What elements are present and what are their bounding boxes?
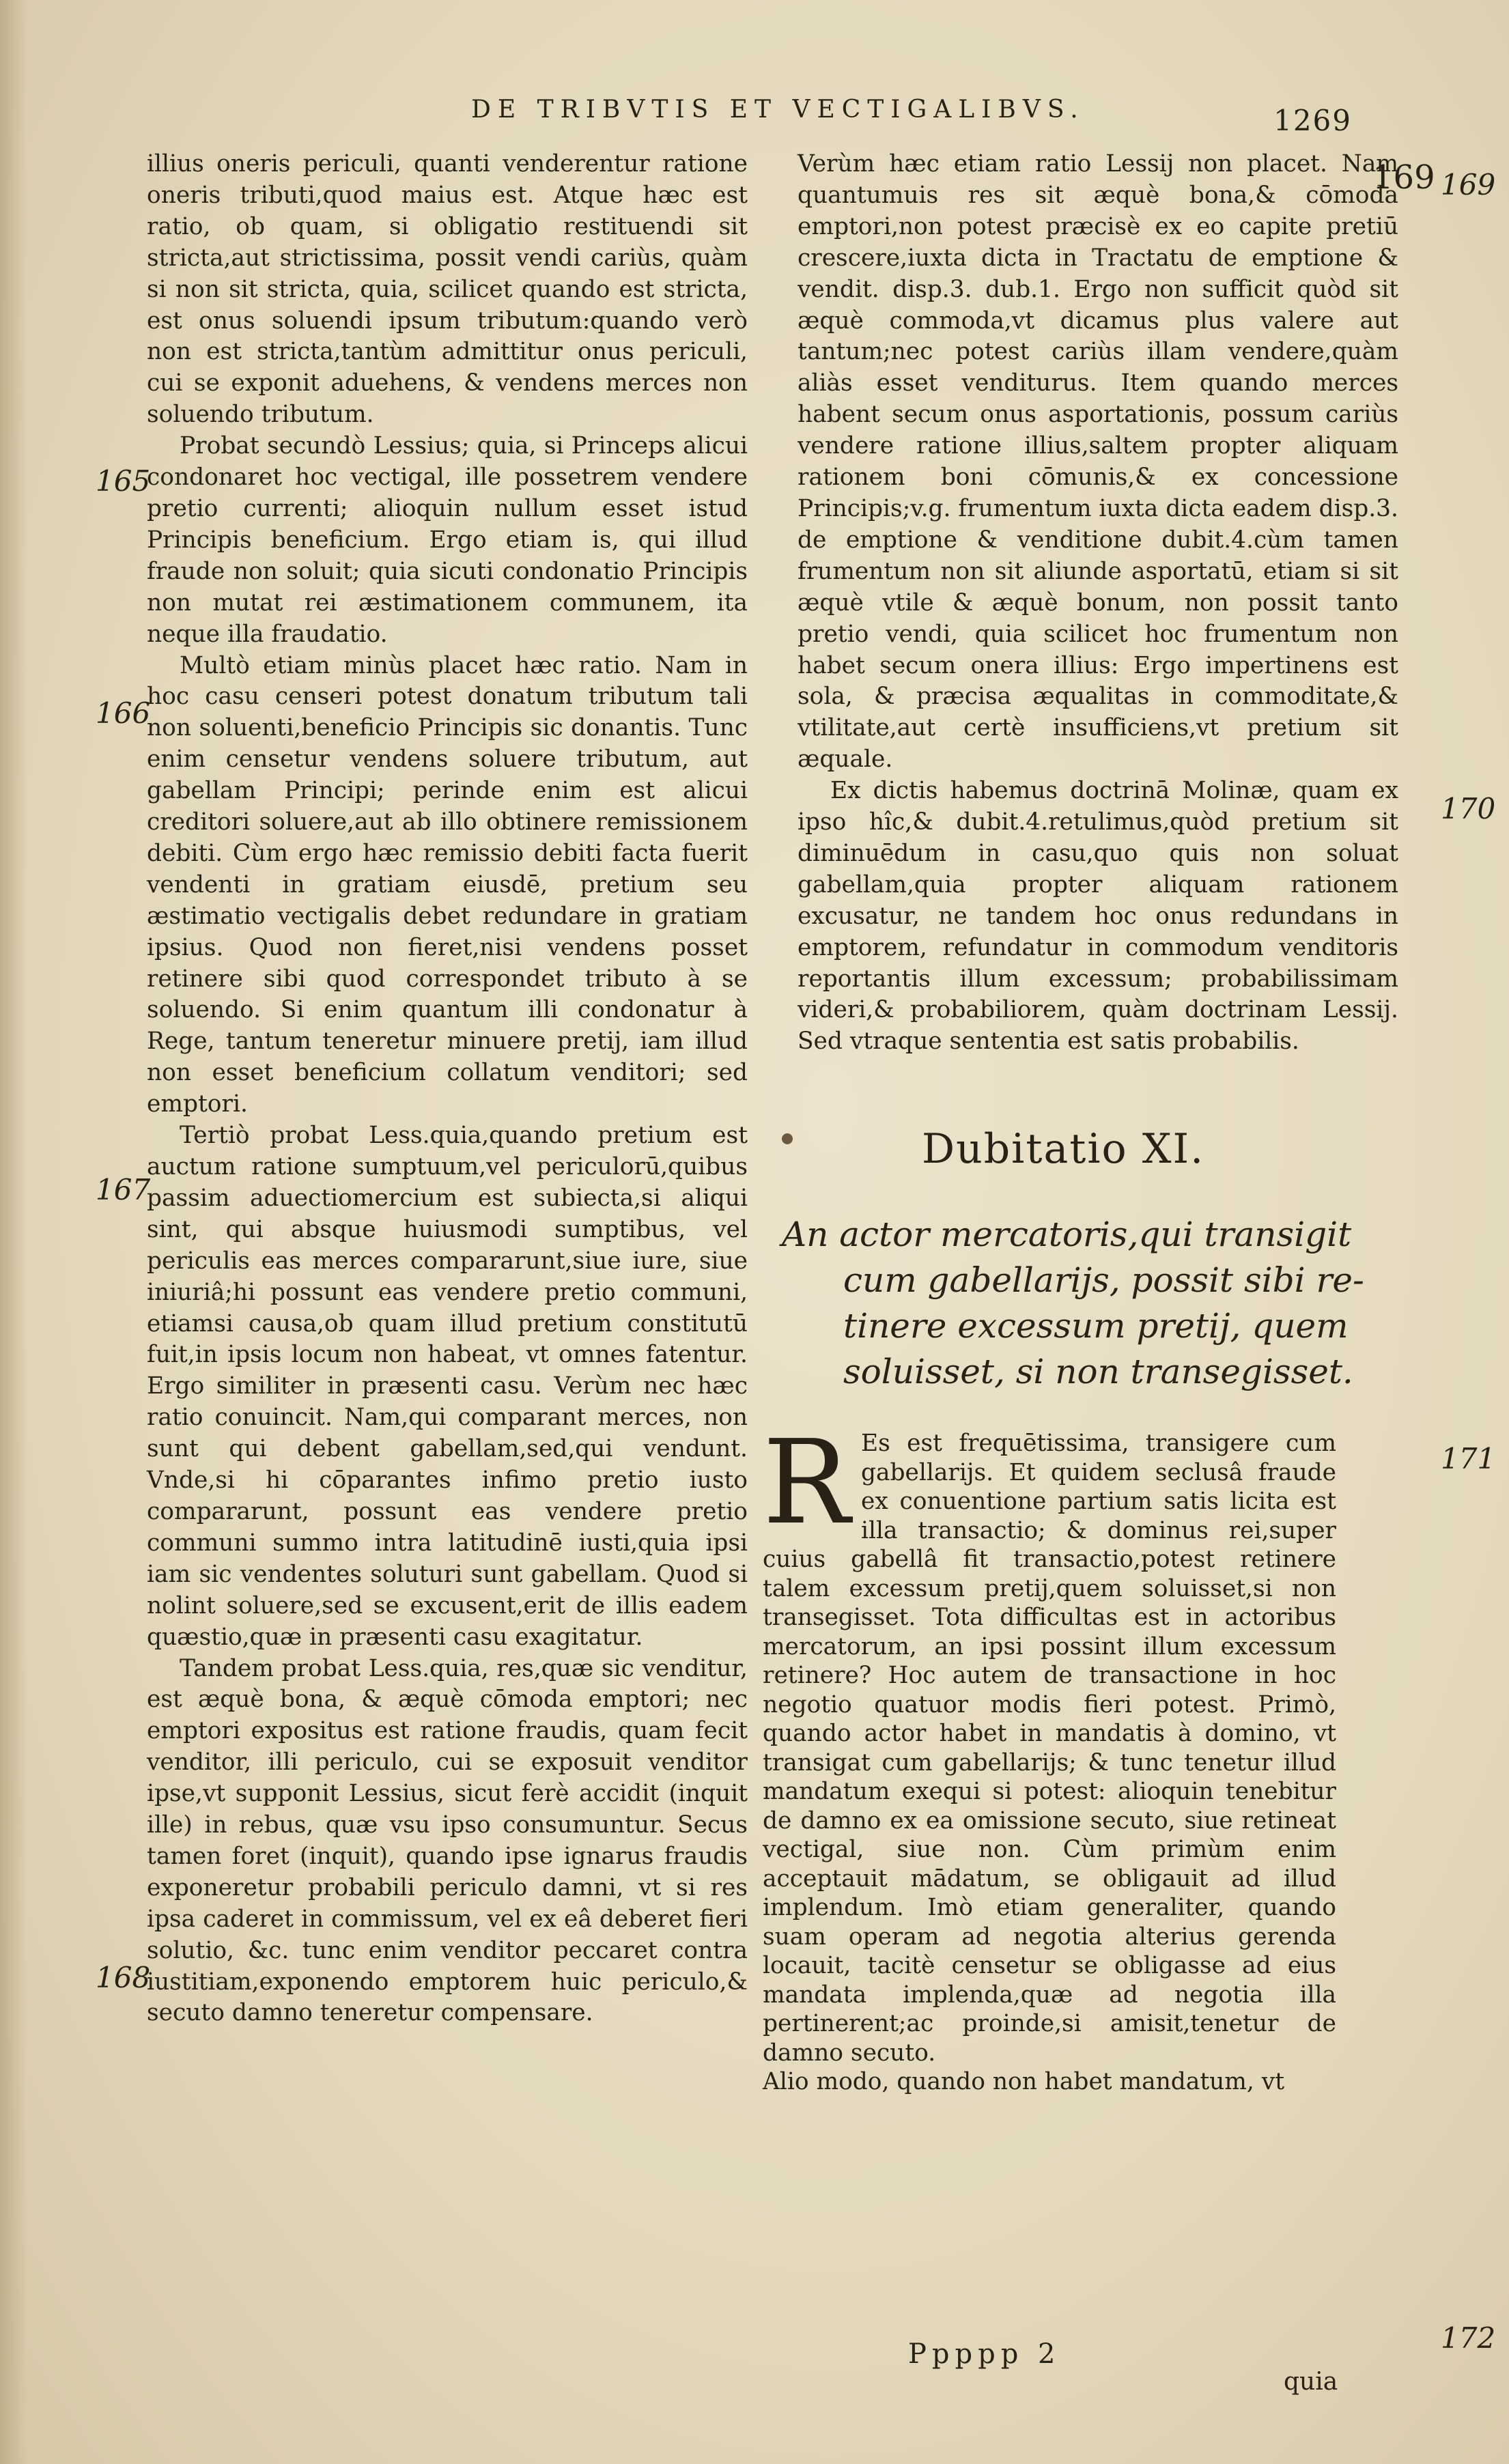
margin-number: 168 — [96, 1961, 151, 1994]
question-line: tinere excessum pretij, quem — [843, 1306, 1349, 1346]
dubitatio-title: Dubitatio XI. — [922, 1125, 1205, 1173]
right-column — [798, 149, 1398, 1058]
margin-number: 170 — [1441, 792, 1496, 825]
paragraph: Probat secundò Lessius; quia, si Princeps alicui condonaret hoc vectigal, ille possetrem vendere pretio currenti; alioquin nullum esset istud Principis beneficium. Ergo etiam is, qui illud fraude non soluit; quia sicuti condonatio Principis non mutat rei æstimationem communem, ita neque illa fraudatio. — [147, 432, 748, 648]
question-line: soluisset, si non transegisset. — [843, 1352, 1353, 1391]
folio-number: 1269 — [1273, 104, 1352, 137]
margin-number: 165 — [96, 464, 151, 498]
catchword: quia — [1284, 2368, 1338, 2396]
answer-text — [763, 1415, 1336, 2097]
answer-body: Es est frequētissima, transigere cum gabellarijs. Et quidem seclusâ fraude ex conuentione partium satis licita est illa transactio; & dominus rei,super cuius gabellâ fit transactio,potest retinere talem excessum pretij,quem soluisset,si non transegisset. Tota difficultas est in actoribus mercatorum, an ipsi possint illum excessum retinere? Hoc autem de transactione in hoc negotio quatuor modis fieri potest. Primò, quando actor habet in mandatis à domino, vt transigat cum gabellarijs; & tunc tenetur illud mandatum exequi si potest: alioquin tenebitur de damno ex ea omissione secuto, siue retineat vectigal, siue non. Cùm primùm enim acceptauit mādatum, se obligauit ad illud implendum. Imò etiam generaliter, quando suam operam ad negotia alterius gerenda locauit, tacitè censetur se obligasse ad eius mandata implenda,quæ ad negotia illa pertinerent;ac proinde,si amisit,tenetur de damno secuto. — [763, 1430, 1336, 2067]
answer-last-line: Alio modo, quando non habet mandatum, vt — [763, 2068, 1285, 2095]
paragraph: illius oneris periculi, quanti venderentur ratione oneris tributi,quod maius est. Atque hæc est ratio, ob quam, si obligatio restituendi sit stricta,aut strictissima, possit vendi cariùs, quàm si non sit stricta, quia, scilicet quando est stricta, est onus soluendi ipsum tributum:quando verò non est stricta,tantùm admittitur onus periculi, cui se exponit aduehens, & vendens merces non soluendo tributum. — [147, 150, 748, 429]
question-line: cum gabellarijs, possit sibi re- — [843, 1260, 1364, 1300]
margin-number: 166 — [96, 696, 151, 730]
margin-number: 171 — [1441, 1442, 1496, 1475]
margin-number: 172 — [1441, 2321, 1496, 2355]
left-column — [147, 149, 748, 2029]
margin-folio: 169 — [1372, 158, 1435, 197]
margin-number: 167 — [96, 1173, 151, 1206]
paragraph: Verùm hæc etiam ratio Lessij non placet. Nam quantumuis res sit æquè bona,& cōmoda emptori,non potest præcisè ex eo capite pretiū crescere,iuxta dicta in Tractatu de emptione & vendit. disp.3. dub.1. Ergo non sufficit quòd sit æquè commoda,vt dicamus plus valere aut tantum;nec potest cariùs illam vendere,quàm aliàs esset venditurus. Item quando merces habent secum onus asportationis, possum cariùs vendere ratione illius,saltem propter aliquam rationem boni cōmunis,& ex concessione Principis;v.g. frumentum iuxta dicta eadem disp.3. de emptione & venditione dubit.4.cùm tamen frumentum non sit aliunde asportatū, etiam si sit æquè vtile & æquè bonum, non possit tanto pretio vendi, quia scilicet hoc frumentum non habet secum onera illius: Ergo impertinens est sola, & præcisa æqualitas in commoditate,& vtilitate,aut certè insufficiens,vt pretium sit æquale. — [798, 150, 1398, 774]
running-title: DE TRIBVTIS ET VECTIGALIBVS. — [471, 96, 1085, 124]
question-heading — [782, 1212, 1396, 1395]
paragraph: Tertiò probat Less.quia,quando pretium est auctum ratione sumptuum,vel periculorū,quibus passim aduectiomercium est subiecta,si aliqui sint, qui absque huiusmodi sumptibus, vel periculis eas merces compararunt,siue iure, siue iniuriâ;hi possunt eas vendere pretio communi, etiamsi causa,ob quam illud pretium constitutū fuit,in ipsis locum non habeat, vt omnes fatentur. Ergo similiter in præsenti casu. Verùm nec hæc ratio conuincit. Nam,qui comparant merces, non sunt qui debent gabellam,sed,qui vendunt. Vnde,si hi cōparantes infimo pretio iusto compararunt, possunt eas vendere pretio communi summo intra latitudinē iusti,quia ipsi iam sic vendentes soluturi sunt gabellam. Quod si nolint soluere,sed se excusent,erit de illis eadem quæstio,quæ in præsenti casu exagitatur. — [147, 1122, 748, 1651]
margin-number: 169 — [1441, 168, 1496, 201]
signature-mark: Ppppp 2 — [908, 2338, 1061, 2370]
running-header — [471, 96, 1393, 137]
paragraph: Ex dictis habemus doctrinā Molinæ, quam ex ipso hîc,& dubit.4.retulimus,quòd pretium sit diminuēdum in casu,quo quis non soluat gabellam,quia propter aliquam rationem excusatur, ne tandem hoc onus redundans in emptorem, refundatur in commodum venditoris reportantis illum excessum; probabilissimam videri,& probabiliorem, quàm doctrinam Lessij. Sed vtraque sententia est satis probabilis. — [798, 777, 1398, 1056]
question-line: An actor mercatoris,qui transigit — [782, 1215, 1352, 1254]
paragraph: Tandem probat Less.quia, res,quæ sic venditur, est æquè bona, & æquè cōmoda emptori; nec emptori expositus est ratione fraudis, quam fecit venditor, illi periculo, cui se exposuit venditor ipse,vt supponit Lessius, sicut ferè accidit (inquit ille) in rebus, quæ vsu ipso consumuntur. Secus tamen foret (inquit), quando ipse ignarus fraudis exponeretur probabili periculo damni, vt si res ipsa caderet in commissum, vel ex eâ deberet fieri solutio, &c. tunc enim venditor peccaret contra iustitiam,exponendo emptorem huic periculo,& secuto damno teneretur compensare. — [147, 1654, 748, 2027]
ornament-dot — [782, 1133, 793, 1144]
drop-cap: R — [763, 1415, 850, 1550]
paragraph: Multò etiam minùs placet hæc ratio. Nam in hoc casu censeri potest donatum tributum tali non soluenti,beneficio Principis sic donantis. Tunc enim censetur vendens soluere tributum, aut gabellam Principi; perinde enim est alicui creditori soluere,aut ab illo obtinere remissionem debiti. Cùm ergo hæc remissio debiti facta fuerit vendenti in gratiam eiusdē, pretium seu æstimatio vectigalis debet redundare in gratiam ipsius. Quod non fieret,nisi vendens posset retinere sibi quod correspondet tributo à se soluendo. Si enim quantum illi condonatur à Rege, tantum teneretur minuere pretij, iam illud non esset beneficium collatum venditori; sed emptori. — [147, 651, 748, 1118]
gutter-shadow — [0, 0, 27, 2464]
